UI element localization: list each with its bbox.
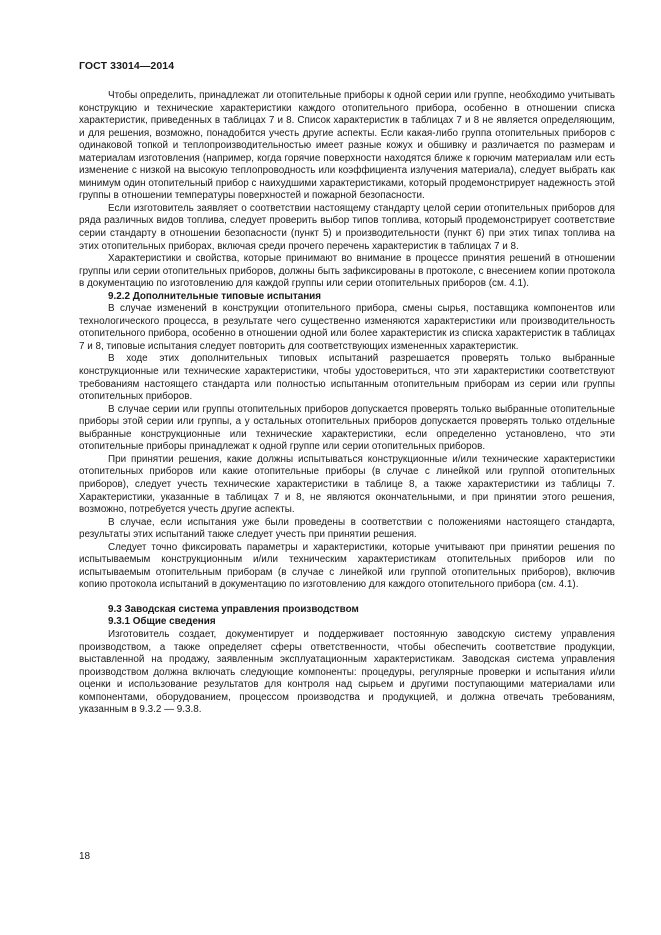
section-heading-9-2-2: 9.2.2 Дополнительные типовые испытания	[108, 290, 321, 302]
paragraph: При принятии решения, какие должны испытываться конструкционные и/или технические характеристики отопительных приборов или какие отопительные приборы (в случае с линейкой или группой отопительных приборов), следует учесть технические характеристики в таблице 8, а также характеристики из таблицы 7. Характеристики, указанные в таблицах 7 и 8, не являются окончательными, и при принятии этого решения, возможно, потребуется учесть другие аспекты.	[79, 453, 615, 516]
page-number: 18	[79, 851, 91, 862]
paragraph: В случае серии или группы отопительных приборов допускается проверять только выбранные отопительные приборы этой серии или группы, а у остальных отопительных приборов допускается проверять только отдельные выбранные конструкционные или технические характеристики, если определенно установлено, что эти отопительные приборы принадлежат к одной группе или серии отопительных приборов.	[79, 403, 615, 453]
paragraph: Чтобы определить, принадлежат ли отопительные приборы к одной серии или группе, необходимо учитывать конструкцию и технические характеристики каждого отопительного прибора, особенно в отношении списка характеристик, приведенных в таблицах 7 и 8. Список характеристик в таблицах 7 и 8 не является определяющим, и для решения, возможно, понадобится учесть другие аспекты. Если какая-либо группа отопительных приборов с одинаковой топкой и теплопроизводительностью имеет разные кожух и обшивку и различается по размерам и материалам изготовления (например, когда горячие поверхности находятся ближе к горючим материалам или есть изменение с низкой на высокую теплопроводность или коэффициента излучения материала), следует выбрать как минимум один отопительный прибор с наихудшими характеристиками, который продемонстрирует надежность этой группы в отношении температуры поверхностей и пожарной безопасности.	[79, 90, 615, 202]
paragraph: Характеристики и свойства, которые принимают во внимание в процессе принятия решений в отношении группы или серии отопительных приборов, должны быть зафиксированы в протоколе, с внесением копии протокола в документацию по изготовлению для каждой группы или серии отопительных приборов (см. 4.1).	[79, 253, 615, 290]
body-text	[79, 90, 615, 717]
paragraph: В случае изменений в конструкции отопительного прибора, смены сырья, поставщика компонентов или технологического процесса, в результате чего существенно изменяются характеристики или производительность отопительного прибора, особенно в отношении одной или более характеристик из списка характеристик в таблицах 7 и 8, типовые испытания следует повторить для соответствующих измененных характеристик.	[79, 303, 615, 352]
standard-designation: ГОСТ 33014—2014	[79, 60, 175, 72]
paragraph: Следует точно фиксировать параметры и характеристики, которые учитывают при принятии решения по испытываемым конструкционным и/или техническим характеристикам отопительных приборов или по испытываемым отопительным приборам (в случае с линейкой или группой отопительных приборов), включив копию протокола испытаний в документацию по изготовлению для каждого отопительного прибора (см. 4.1).	[79, 541, 615, 591]
paragraph: В случае, если испытания уже были проведены в соответствии с положениями настоящего стандарта, результаты этих испытаний также следует учесть при принятии решения.	[79, 516, 615, 541]
paragraph: В ходе этих дополнительных типовых испытаний разрешается проверять только выбранные конструкционные или технические характеристики, чтобы удостовериться, что эти характеристики соответствуют требованиям настоящего стандарта или полностью испытанным отопительным приборам из серии или группы отопительных приборов.	[79, 353, 615, 403]
paragraph: Если изготовитель заявляет о соответствии настоящему стандарту целой серии отопительных приборов для ряда различных видов топлива, следует проверить выбор типов топлива, который продемонстрирует соответствие серии стандарту в отношении безопасности (пункт 5) и производительности (пункт 6) при этих типах топлива на этих отопительных приборах, включая среди прочего перечень характеристик в таблицах 7 и 8.	[79, 202, 615, 252]
paragraph: Изготовитель создает, документирует и поддерживает постоянную заводскую систему управления производством, а также определяет сферы ответственности, чтобы обеспечить соответствие продукции, выставленной на продажу, заявленным эксплуатационным характеристикам. Заводская система управления производством должна включать следующие компоненты: процедуры, регулярные проверки и испытания и/или оценки и использование результатов для контроля над сырьем и другими поступающими материалами или компонентами, оборудованием, процессом производства и продукцией, и должна отвечать требованиям, указанным в 9.3.2 — 9.3.8.	[79, 628, 615, 716]
section-heading-9-3: 9.3 Заводская система управления производством	[108, 603, 359, 615]
section-heading-9-3-1: 9.3.1 Общие сведения	[108, 616, 216, 628]
